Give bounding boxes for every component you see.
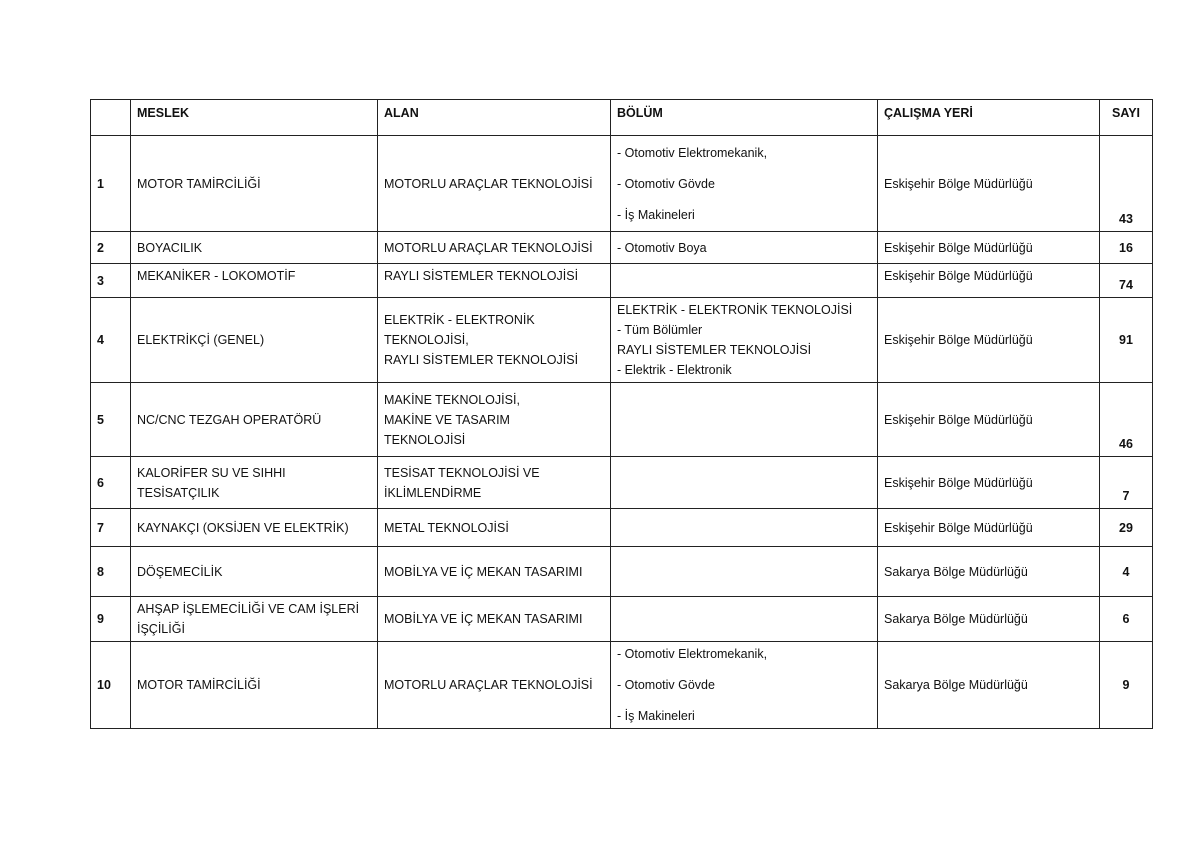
bolum-cell: [611, 642, 878, 729]
bolum-cell: [611, 509, 878, 547]
bolum-text: RAYLI SİSTEMLER TEKNOLOJİSİ: [617, 343, 812, 357]
meslek-cell: [131, 298, 378, 383]
alan-text: TEKNOLOJİSİ: [384, 432, 466, 447]
meslek-text: KALORİFER SU VE SIHHI: [137, 465, 286, 480]
sayi-cell: 74: [1100, 264, 1153, 298]
alan-text: ELEKTRİK - ELEKTRONİK: [384, 313, 535, 327]
meslek-text: KAYNAKÇI (OKSİJEN VE ELEKTRİK): [137, 520, 349, 535]
alan-text: RAYLI SİSTEMLER TEKNOLOJİSİ: [384, 269, 579, 283]
sayi-cell: 46: [1100, 383, 1153, 457]
header-meslek: MESLEK: [131, 100, 378, 136]
alan-cell: [378, 383, 611, 457]
meslek-text: DÖŞEMECİLİK: [137, 564, 223, 579]
sayi-cell: 91: [1100, 298, 1153, 383]
bolum-text: - Tüm Bölümler: [617, 323, 703, 337]
alan-text: MOBİLYA VE İÇ MEKAN TASARIMI: [384, 612, 583, 626]
table-row: [91, 232, 1153, 264]
bolum-text: - İş Makineleri: [617, 709, 695, 723]
calisma-yeri-cell: Sakarya Bölge Müdürlüğü: [878, 597, 1100, 642]
bolum-text: - İş Makineleri: [617, 207, 695, 222]
header-row: [91, 100, 1153, 136]
meslek-cell: [131, 264, 378, 298]
sayi-cell: 6: [1100, 597, 1153, 642]
table-row: [91, 383, 1153, 457]
alan-cell: [378, 547, 611, 597]
table-row: [91, 136, 1153, 232]
alan-text: MAKİNE TEKNOLOJİSİ,: [384, 392, 520, 407]
meslek-cell: [131, 457, 378, 509]
alan-cell: [378, 136, 611, 232]
alan-text: MOTORLU ARAÇLAR TEKNOLOJİSİ: [384, 176, 593, 191]
table-row: [91, 264, 1153, 298]
bolum-text: - Elektrik - Elektronik: [617, 363, 732, 377]
bolum-cell: [611, 136, 878, 232]
table-row: [91, 642, 1153, 729]
calisma-yeri-cell: Eskişehir Bölge Müdürlüğü: [878, 136, 1100, 232]
header-sayi: SAYI: [1100, 100, 1153, 136]
meslek-text: NC/CNC TEZGAH OPERATÖRÜ: [137, 412, 322, 427]
meslek-cell: [131, 509, 378, 547]
alan-cell: [378, 264, 611, 298]
bolum-text: - Otomotiv Elektromekanik,: [617, 145, 768, 160]
sayi-cell: 4: [1100, 547, 1153, 597]
bolum-text: - Otomotiv Gövde: [617, 176, 715, 191]
bolum-cell: [611, 597, 878, 642]
row-number: 4: [91, 298, 131, 383]
alan-text: MOTORLU ARAÇLAR TEKNOLOJİSİ: [384, 240, 593, 255]
row-number: 1: [91, 136, 131, 232]
table-row: [91, 457, 1153, 509]
row-number: 10: [91, 642, 131, 729]
bolum-text: - Otomotiv Boya: [617, 240, 707, 255]
meslek-cell: [131, 383, 378, 457]
meslek-text: MOTOR TAMİRCİLİĞİ: [137, 176, 261, 191]
sayi-cell: 9: [1100, 642, 1153, 729]
alan-text: RAYLI SİSTEMLER TEKNOLOJİSİ: [384, 353, 579, 367]
bolum-cell: [611, 232, 878, 264]
alan-text: İKLİMLENDİRME: [384, 485, 482, 500]
row-number: 3: [91, 264, 131, 298]
alan-cell: [378, 597, 611, 642]
calisma-yeri-cell: Sakarya Bölge Müdürlüğü: [878, 547, 1100, 597]
meslek-text: MEKANİKER - LOKOMOTİF: [137, 269, 296, 283]
meslek-text: İŞÇİLİĞİ: [137, 622, 185, 636]
sayi-cell: 29: [1100, 509, 1153, 547]
calisma-yeri-cell: Eskişehir Bölge Müdürlüğü: [878, 298, 1100, 383]
row-number: 8: [91, 547, 131, 597]
header-bolum: BÖLÜM: [611, 100, 878, 136]
calisma-yeri-cell: Eskişehir Bölge Müdürlüğü: [878, 509, 1100, 547]
bolum-text: ELEKTRİK - ELEKTRONİK TEKNOLOJİSİ: [617, 303, 853, 317]
bolum-cell: [611, 264, 878, 298]
calisma-yeri-cell: Eskişehir Bölge Müdürlüğü: [878, 232, 1100, 264]
calisma-yeri-cell: Eskişehir Bölge Müdürlüğü: [878, 457, 1100, 509]
row-number: 2: [91, 232, 131, 264]
meslek-text: BOYACILIK: [137, 240, 203, 255]
bolum-cell: [611, 298, 878, 383]
alan-cell: [378, 642, 611, 729]
row-number: 6: [91, 457, 131, 509]
bolum-cell: [611, 383, 878, 457]
alan-text: MOBİLYA VE İÇ MEKAN TASARIMI: [384, 564, 583, 579]
sayi-cell: 7: [1100, 457, 1153, 509]
meslek-cell: [131, 642, 378, 729]
header-alan: ALAN: [378, 100, 611, 136]
meslek-cell: [131, 136, 378, 232]
sayi-cell: 16: [1100, 232, 1153, 264]
meslek-cell: [131, 597, 378, 642]
header-no: [91, 100, 131, 136]
bolum-text: - Otomotiv Gövde: [617, 678, 715, 692]
alan-text: TEKNOLOJİSİ,: [384, 333, 469, 347]
table-row: [91, 597, 1153, 642]
meslek-text: AHŞAP İŞLEMECİLİĞİ VE CAM İŞLERİ: [137, 602, 360, 616]
meslek-text: TESİSATÇILIK: [137, 485, 220, 500]
row-number: 7: [91, 509, 131, 547]
sayi-cell: 43: [1100, 136, 1153, 232]
personnel-table: [90, 99, 1153, 729]
meslek-text: MOTOR TAMİRCİLİĞİ: [137, 678, 261, 692]
meslek-cell: [131, 232, 378, 264]
alan-text: MAKİNE VE TASARIM: [384, 412, 510, 427]
table-row: [91, 509, 1153, 547]
alan-cell: [378, 457, 611, 509]
alan-text: MOTORLU ARAÇLAR TEKNOLOJİSİ: [384, 678, 593, 692]
calisma-yeri-cell: Eskişehir Bölge Müdürlüğü: [878, 264, 1100, 298]
alan-text: TESİSAT TEKNOLOJİSİ VE: [384, 465, 540, 480]
row-number: 5: [91, 383, 131, 457]
bolum-cell: [611, 547, 878, 597]
alan-cell: [378, 509, 611, 547]
meslek-text: ELEKTRİKÇİ (GENEL): [137, 333, 265, 347]
alan-text: METAL TEKNOLOJİSİ: [384, 520, 509, 535]
alan-cell: [378, 298, 611, 383]
meslek-cell: [131, 547, 378, 597]
row-number: 9: [91, 597, 131, 642]
header-calisma-yeri: ÇALIŞMA YERİ: [878, 100, 1100, 136]
alan-cell: [378, 232, 611, 264]
table-row: [91, 547, 1153, 597]
calisma-yeri-cell: Eskişehir Bölge Müdürlüğü: [878, 383, 1100, 457]
calisma-yeri-cell: Sakarya Bölge Müdürlüğü: [878, 642, 1100, 729]
bolum-text: - Otomotiv Elektromekanik,: [617, 647, 768, 661]
bolum-cell: [611, 457, 878, 509]
table-row: [91, 298, 1153, 383]
